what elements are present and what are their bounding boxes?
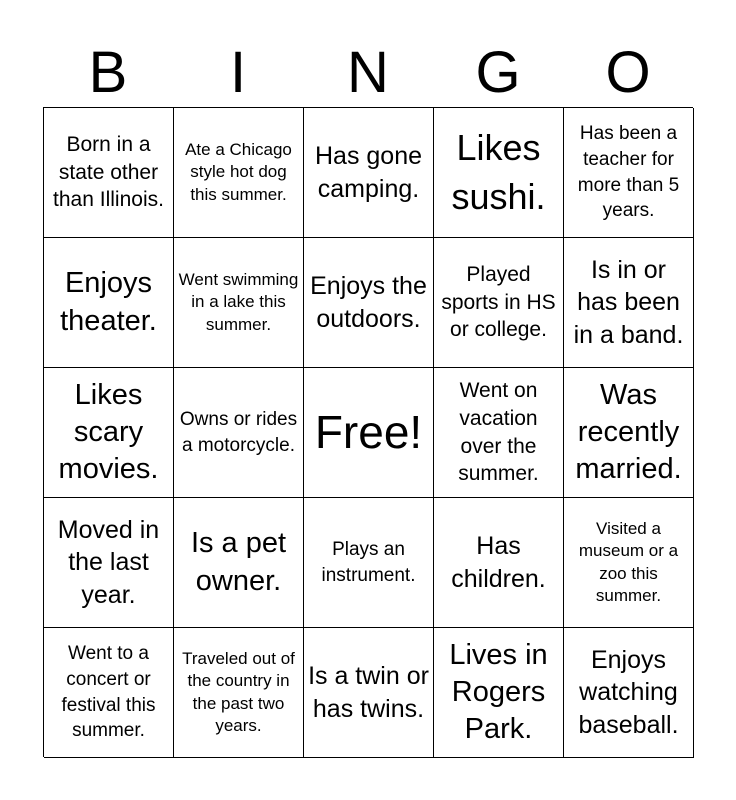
cell-text: Owns or rides a motorcycle. bbox=[179, 408, 298, 456]
cell-text: Has children. bbox=[451, 532, 546, 593]
bingo-cell bbox=[44, 368, 174, 498]
bingo-cell bbox=[44, 108, 174, 238]
bingo-cell bbox=[564, 368, 694, 498]
header-letter-n: N bbox=[347, 40, 389, 105]
cell-text: Traveled out of the country in the past two years. bbox=[182, 649, 295, 735]
bingo-cell bbox=[304, 498, 434, 628]
cell-text: Went to a concert or festival this summer. bbox=[61, 643, 156, 742]
cell-text: Lives in Rogers Park. bbox=[449, 638, 548, 746]
cell-text: Likes sushi. bbox=[451, 126, 546, 217]
bingo-cell bbox=[564, 108, 694, 238]
header-letter-i: I bbox=[229, 40, 247, 105]
header-letter-b: B bbox=[88, 40, 128, 105]
cell-text: Went swimming in a lake this summer. bbox=[178, 270, 299, 334]
bingo-cell bbox=[44, 498, 174, 628]
cell-text: Enjoys the outdoors. bbox=[310, 272, 427, 333]
bingo-header bbox=[43, 40, 693, 106]
cell-text: Enjoys watching baseball. bbox=[578, 645, 679, 739]
bingo-cell bbox=[434, 108, 564, 238]
bingo-cell bbox=[44, 238, 174, 368]
cell-text: Likes scary movies. bbox=[58, 378, 159, 486]
cell-text: Ate a Chicago style hot dog this summer. bbox=[185, 140, 292, 204]
bingo-cell bbox=[434, 368, 564, 498]
bingo-cell bbox=[434, 628, 564, 758]
cell-text: Moved in the last year. bbox=[57, 515, 160, 609]
cell-text: Enjoys theater. bbox=[60, 267, 157, 337]
bingo-cell bbox=[434, 238, 564, 368]
bingo-cell bbox=[174, 368, 304, 498]
cell-text: Played sports in HS or college. bbox=[441, 262, 556, 342]
bingo-grid bbox=[43, 107, 693, 757]
bingo-cell bbox=[564, 628, 694, 758]
header-letter-g: G bbox=[475, 40, 521, 105]
bingo-cell bbox=[564, 498, 694, 628]
cell-text: Is a twin or has twins. bbox=[308, 662, 429, 723]
bingo-cell bbox=[564, 238, 694, 368]
header-letter-o: O bbox=[605, 40, 651, 105]
bingo-cell bbox=[174, 108, 304, 238]
bingo-cell bbox=[174, 628, 304, 758]
cell-text: Born in a state other than Illinois. bbox=[53, 132, 164, 212]
cell-text: Is in or has been in a band. bbox=[573, 255, 684, 349]
cell-text: Has been a teacher for more than 5 years. bbox=[577, 123, 680, 222]
bingo-cell bbox=[44, 628, 174, 758]
bingo-cell bbox=[304, 108, 434, 238]
bingo-cell bbox=[434, 498, 564, 628]
cell-text: Was recently married. bbox=[575, 378, 682, 486]
cell-text: Plays an instrument. bbox=[321, 538, 416, 586]
cell-text: Has gone camping. bbox=[314, 142, 423, 203]
bingo-cell bbox=[174, 498, 304, 628]
bingo-cell bbox=[304, 628, 434, 758]
cell-text: Is a pet owner. bbox=[190, 527, 287, 597]
cell-text: Went on vacation over the summer. bbox=[458, 379, 539, 486]
bingo-cell bbox=[304, 368, 434, 498]
bingo-cell bbox=[304, 238, 434, 368]
bingo-cell bbox=[174, 238, 304, 368]
cell-text: Visited a museum or a zoo this summer. bbox=[578, 519, 679, 605]
free-space: Free! bbox=[314, 405, 423, 458]
